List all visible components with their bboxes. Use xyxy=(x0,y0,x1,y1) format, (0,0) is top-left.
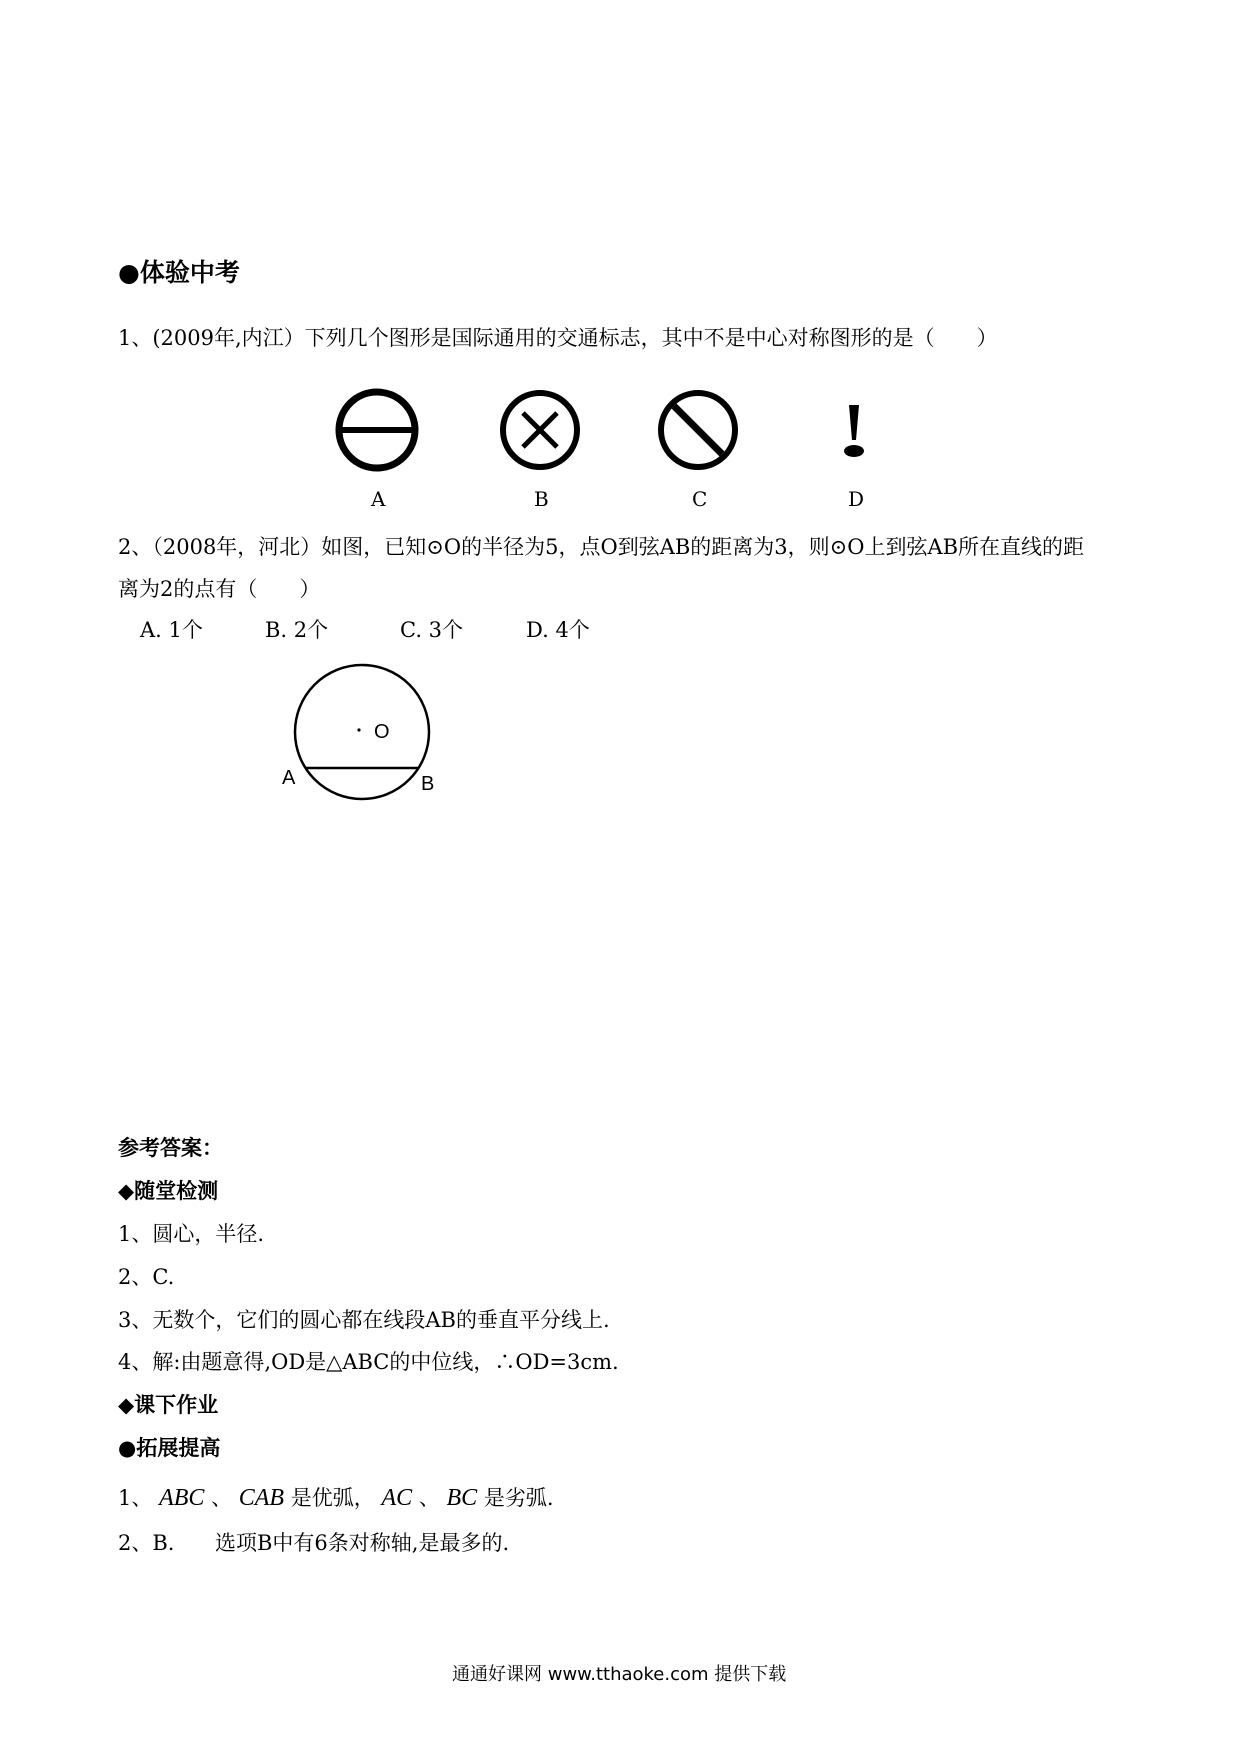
exclamation-icon xyxy=(844,405,864,457)
point-a-label: A xyxy=(282,767,296,789)
suitang-item-2: 2、C. xyxy=(118,1265,175,1289)
circle-chord-figure xyxy=(270,660,450,810)
tuozhan-item-2-prefix: 2、B. xyxy=(118,1531,175,1555)
question-1-text: 1、(2009年,内江）下列几个图形是国际通用的交通标志，其中不是中心对称图形的是（ ） xyxy=(118,326,998,350)
arc-abc: ABC xyxy=(159,1485,205,1511)
suitang-item-1: 1、圆心，半径. xyxy=(118,1222,265,1246)
circle-x-icon xyxy=(503,393,577,467)
q2-option-a: A. 1个 xyxy=(140,618,203,642)
sign-label-c: C xyxy=(692,487,708,511)
kexia-title: ◆课下作业 xyxy=(118,1393,219,1417)
center-label: O xyxy=(374,721,390,743)
sign-label-a: A xyxy=(371,487,386,511)
arc-ac: AC xyxy=(381,1485,413,1511)
arc-bc: BC xyxy=(446,1485,478,1511)
q2-option-c: C. 3个 xyxy=(400,618,464,642)
suitang-item-3: 3、无数个，它们的圆心都在线段AB的垂直平分线上. xyxy=(118,1308,610,1332)
arc-cab: CAB xyxy=(238,1485,285,1511)
answers-title: 参考答案： xyxy=(118,1136,223,1160)
question-2-line-2: 离为2的点有（ ） xyxy=(118,577,321,601)
section-title-experience: ●体验中考 xyxy=(118,258,240,287)
traffic-signs-figure xyxy=(330,385,890,510)
sign-label-b: B xyxy=(534,487,549,511)
circle-horizontal-bar-icon xyxy=(339,392,415,468)
tuozhan-title: ●拓展提高 xyxy=(118,1436,221,1460)
q2-option-d: D. 4个 xyxy=(526,618,590,642)
suitang-title: ◆随堂检测 xyxy=(118,1179,219,1203)
q2-option-b: B. 2个 xyxy=(265,618,329,642)
tuozhan-item-1: 1、 ABC 、 CAB 是优弧， AC 、 BC 是劣弧. xyxy=(118,1485,554,1511)
footer-download-text: 通通好课网 www.tthaoke.com 提供下载 xyxy=(452,1664,787,1685)
suitang-item-4: 4、解:由题意得,OD是△ABC的中位线，∴OD=3cm. xyxy=(118,1350,619,1374)
tuozhan-item-2-text: 选项B中有6条对称轴,是最多的. xyxy=(215,1531,510,1555)
point-b-label: B xyxy=(421,773,435,795)
question-2-line-1: 2、（2008年，河北）如图，已知⊙O的半径为5，点O到弦AB的距离为3，则⊙O上到弦AB所在直线的距 xyxy=(118,535,1085,559)
center-point xyxy=(357,728,360,731)
sign-label-d: D xyxy=(848,487,865,511)
circle-o xyxy=(295,665,429,799)
circle-slash-icon xyxy=(661,393,735,467)
